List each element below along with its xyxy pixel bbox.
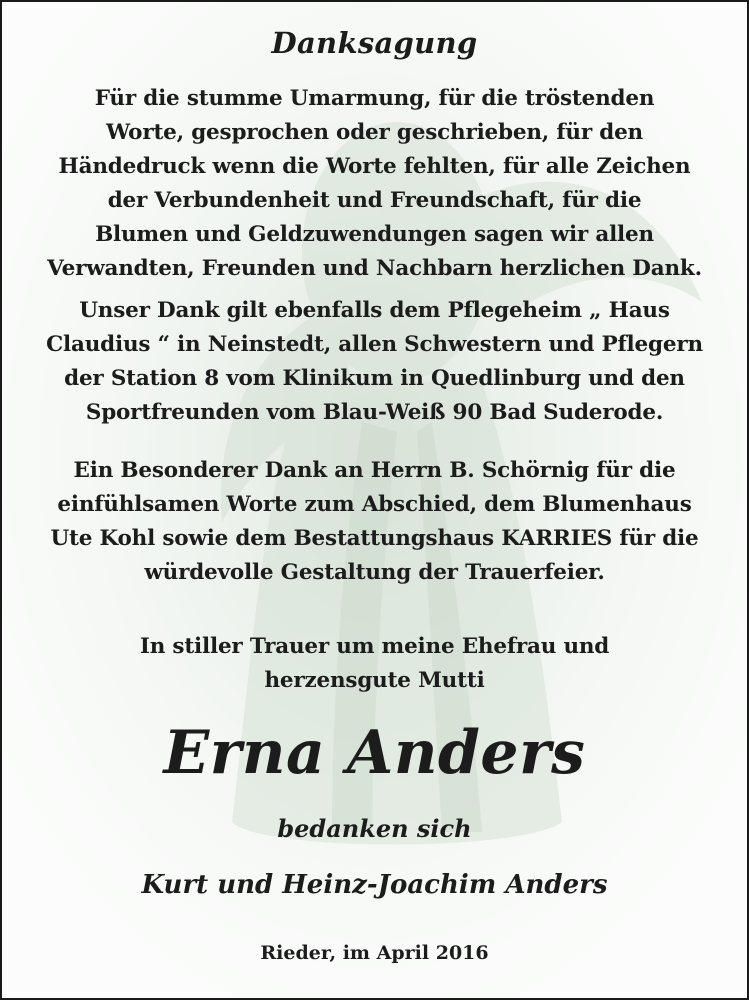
paragraph-special-thanks xyxy=(2,454,747,590)
paragraph-gratitude xyxy=(2,82,747,286)
text-line: Blumen und Geldzuwendungen sagen wir allen xyxy=(95,222,654,247)
text-line: In stiller Trauer um meine Ehefrau und xyxy=(139,634,610,659)
text-line: einfühlsamen Worte zum Abschied, dem Blumenhaus xyxy=(57,492,692,517)
deceased-name: Erna Anders xyxy=(163,718,586,788)
text-line: Claudius “ in Neinstedt, allen Schwestern und Pflegern xyxy=(46,332,703,357)
text-line: Unser Dank gilt ebenfalls dem Pflegeheim „ Haus xyxy=(79,298,670,323)
text-line: der Verbundenheit und Freundschaft, für die xyxy=(107,188,642,213)
text-line: Sportfreunden vom Blau-Weiß 90 Bad Suderode. xyxy=(85,400,664,425)
place-date: Rieder, im April 2016 xyxy=(260,942,489,964)
text-line: herzensgute Mutti xyxy=(264,668,485,693)
text-line: Verwandten, Freunden und Nachbarn herzlichen Dank. xyxy=(47,256,702,281)
text-line: der Station 8 vom Klinikum in Quedlinburg und den xyxy=(64,366,685,391)
text-line: würdevolle Gestaltung der Trauerfeier. xyxy=(144,560,605,585)
text-line: Für die stumme Umarmung, für die tröstenden xyxy=(94,86,655,111)
text-line: Worte, gesprochen oder geschrieben, für den xyxy=(105,120,643,145)
paragraph-care-thanks xyxy=(2,294,747,430)
paragraph-mourning xyxy=(2,630,747,698)
text-line: Ein Besonderer Dank an Herrn B. Schörnig für die xyxy=(73,458,676,483)
text-line: Händedruck wenn die Worte fehlten, für alle Zeichen xyxy=(58,154,691,179)
text-line: Ute Kohl sowie dem Bestattungshaus KARRIES für die xyxy=(50,526,699,551)
thanks-line: bedanken sich xyxy=(277,814,472,843)
notice-title: Danksagung xyxy=(271,26,478,60)
signers: Kurt und Heinz-Joachim Anders xyxy=(141,870,608,900)
